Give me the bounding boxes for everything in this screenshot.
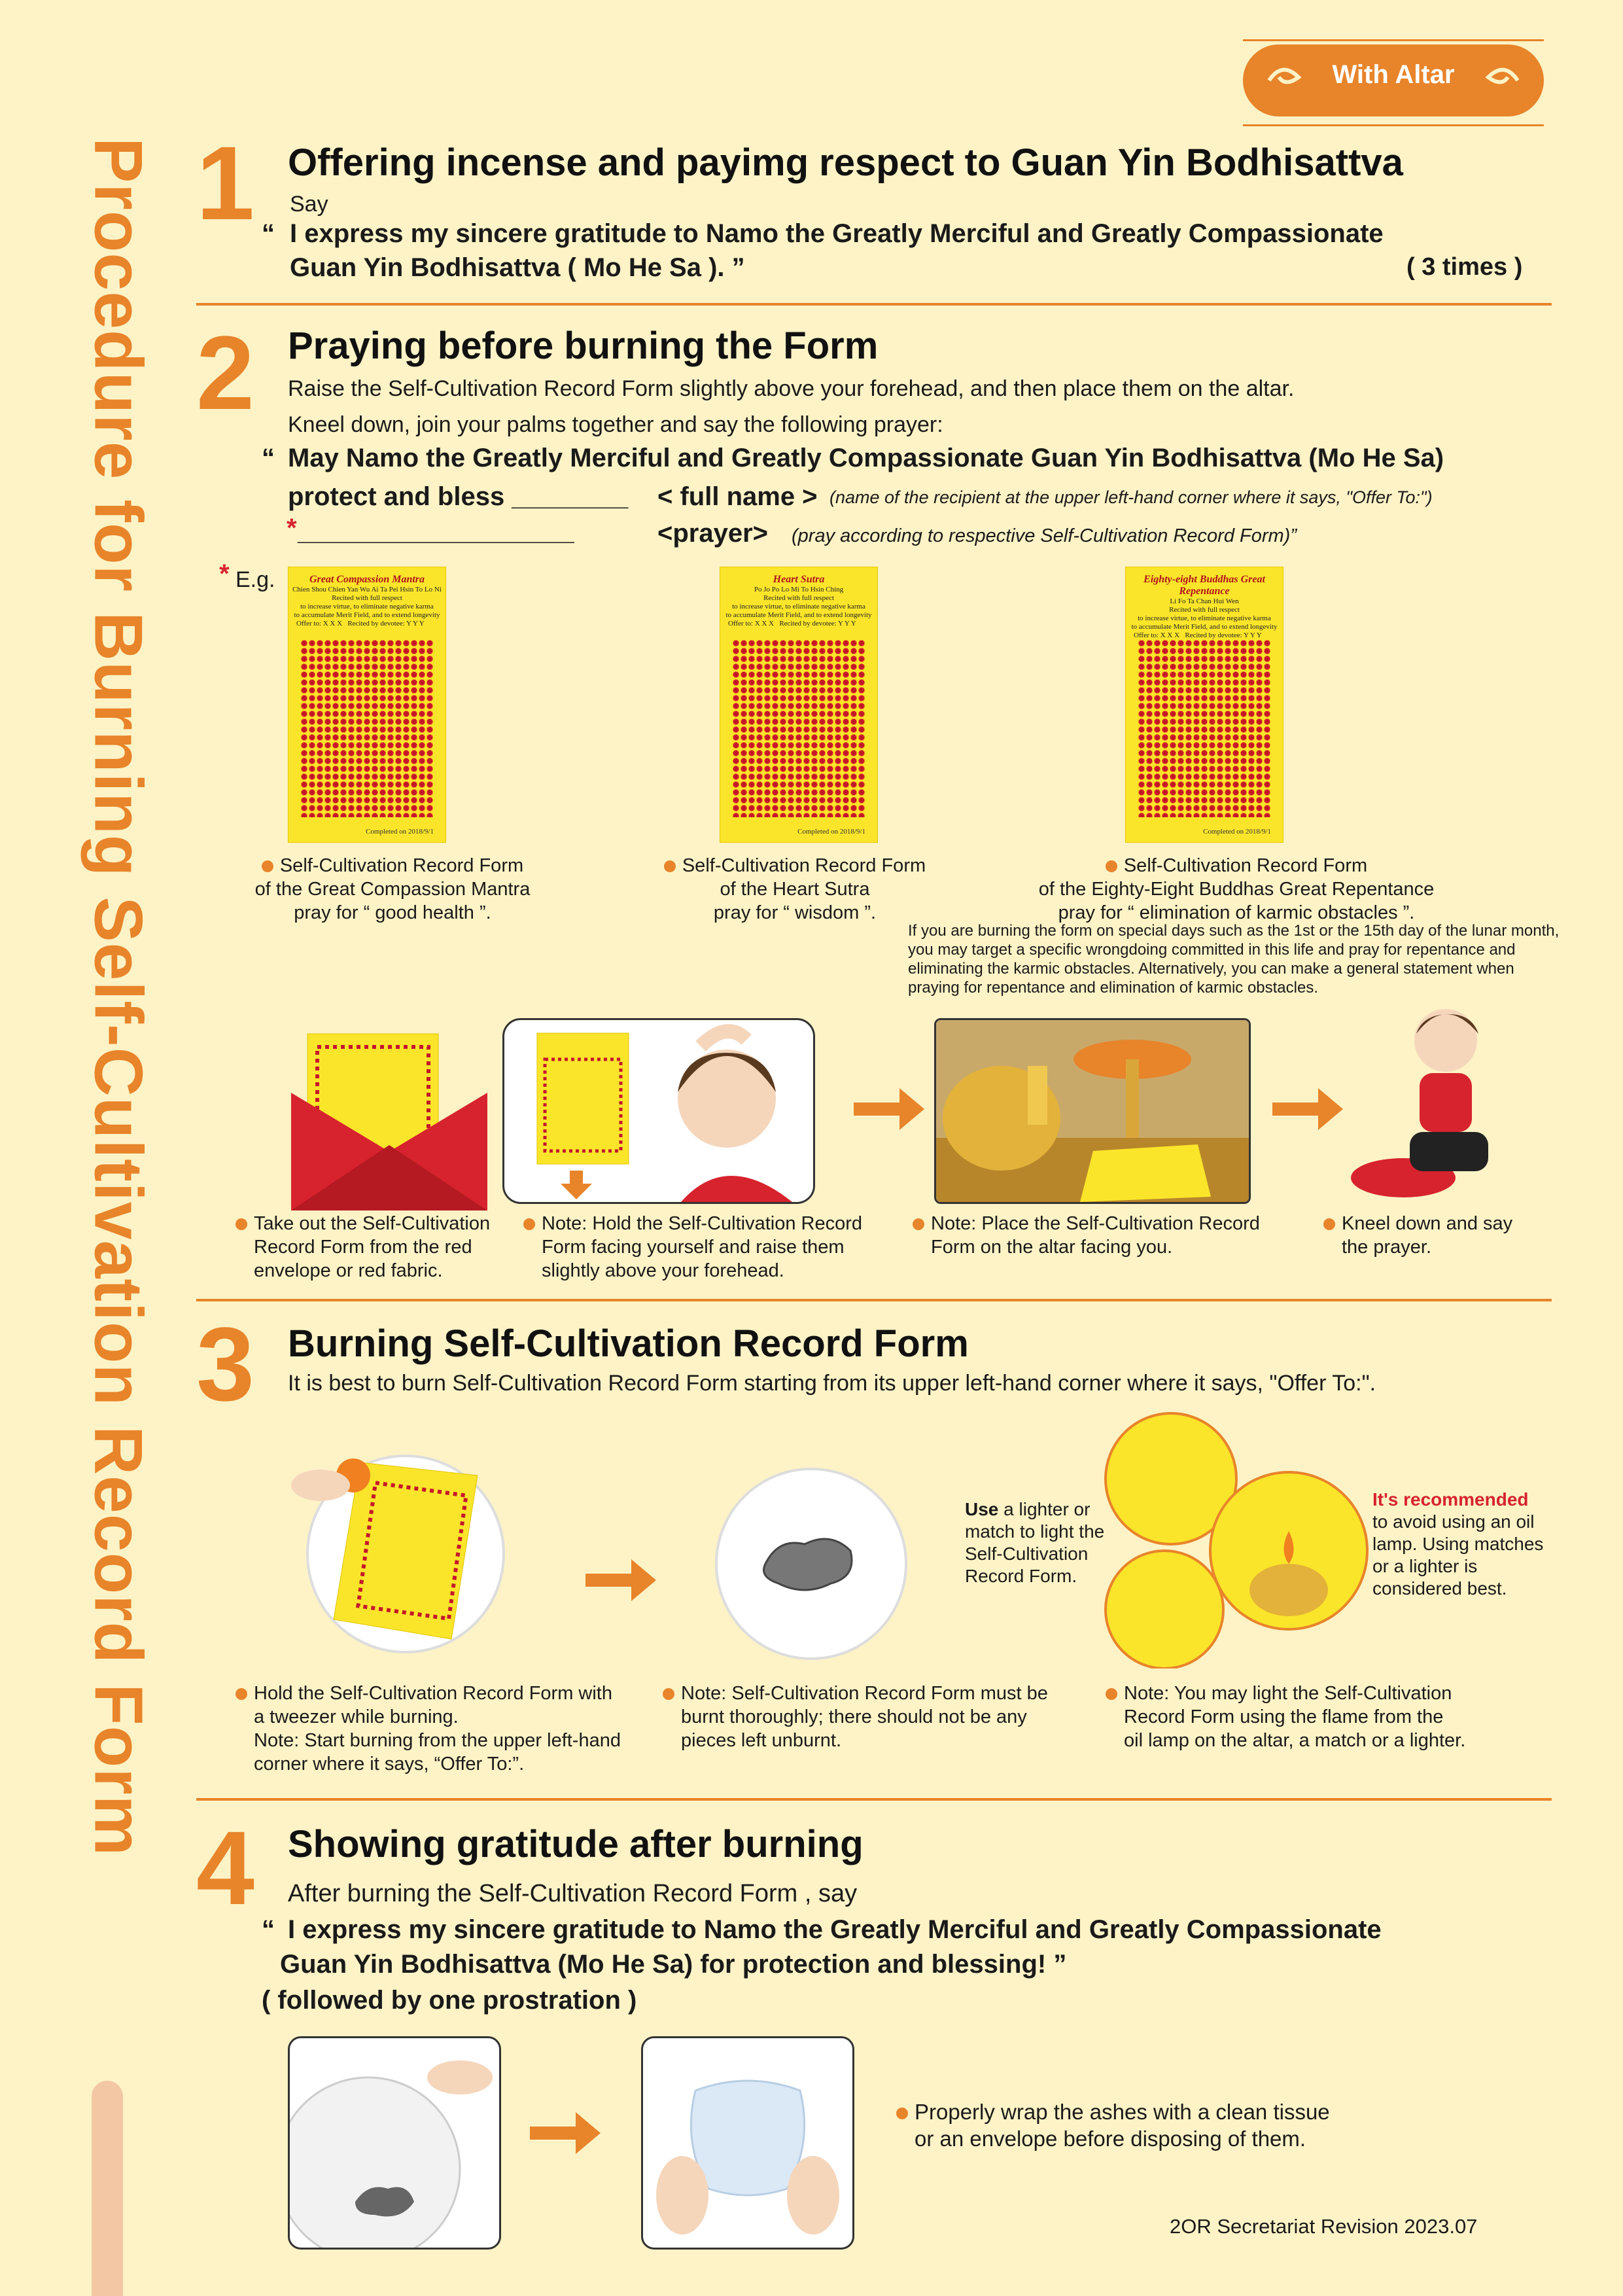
form-caption-3: Self-Cultivation Record Form of the Eighty-Eight Buddhas Great Repentance pray for “ elimination of karmic obstacles ”.: [1038, 855, 1435, 923]
section-2-line3b: <prayer>: [657, 519, 769, 548]
section-1-title: Offering incense and payimg respect to Guan Yin Bodhisattva: [288, 141, 1403, 184]
section-4-line1: I express my sincere gratitude to Namo the Greatly Merciful and Greatly Compassionate: [288, 1915, 1382, 1944]
step-number-2: 2: [196, 314, 254, 431]
step-number-4: 4: [196, 1809, 254, 1926]
step-caption-raise: Note: Hold the Self-Cultivation Record Form facing yourself and raise them slightly above your forehead.: [523, 1212, 862, 1282]
kneeling-person-illustration: [1348, 1001, 1531, 1204]
quote-mark: “: [262, 1915, 275, 1944]
section-1-times: ( 3 times ): [1406, 253, 1523, 281]
altar-illustration: [934, 1018, 1251, 1204]
section-2-line3c: (pray according to respective Self-Cultivation Record Form)”: [792, 525, 1297, 546]
lighting-methods-illustration: [1092, 1407, 1387, 1669]
badge-bottom-rule: [1243, 124, 1544, 126]
eg-asterisk: *: [219, 559, 230, 588]
section-2-p2: Kneel down, join your palms together and say the following prayer:: [288, 412, 943, 437]
step-caption-kneel: Kneel down and say the prayer.: [1323, 1212, 1512, 1259]
step-caption-wrap: Properly wrap the ashes with a clean tissue or an envelope before disposing of them.: [896, 2098, 1330, 2152]
side-title: Procedure for Burning Self-Cultivation Record Form: [80, 137, 156, 1857]
sample-form-eighty-eight-buddhas: Eighty-eight Buddhas Great Repentance Li Fo Ta Chan Hui Wen Recited with full respect to increase virtue, to eliminate negative karma to accumulate Merit Field, and to extend longevity Offer to: X X X Recited by devotee: Y Y Y Completed on 2018/9/1: [1125, 567, 1283, 843]
ash-plate-illustration: [713, 1466, 909, 1662]
section-1-say: Say: [290, 192, 328, 217]
section-1-line1: I express my sincere gratitude to Namo the Greatly Merciful and Greatly Compassionate: [290, 219, 1384, 248]
section-2-p1: Raise the Self-Cultivation Record Form slightly above your forehead, and then place them on the altar.: [288, 376, 1295, 401]
section-4-line2: Guan Yin Bodhisattva (Mo He Sa) for protection and blessing! ”: [280, 1950, 1067, 1979]
sample-form-great-compassion: Great Compassion Mantra Chien Shou Chien Yan Wu Ai Ta Pei Hsin To Lo Ni Recited with full respect to increase virtue, to eliminate negative karma to accumulate Merit Field, and to extend longevity Offer to: X X X Recited by devotee: Y Y Y Completed on 2018/9/1: [288, 567, 446, 843]
lighter-note: Use a lighter or match to light the Self-Cultivation Record Form.: [965, 1499, 1105, 1586]
red-envelope-illustration: [288, 1021, 491, 1224]
section-3-p1: It is best to burn Self-Cultivation Record Form starting from its upper left-hand corner where it says, "Offer To:".: [288, 1371, 1376, 1396]
divider-2: [196, 1299, 1552, 1301]
arrow-right-icon: [854, 1086, 926, 1132]
wrap-ashes-illustration: [641, 2036, 854, 2250]
section-2-line1: May Namo the Greatly Merciful and Greatly Compassionate Guan Yin Bodhisattva (Mo He Sa): [288, 444, 1444, 472]
section-3-title: Burning Self-Cultivation Record Form: [288, 1322, 969, 1365]
step-caption-flame: Note: You may light the Self-Cultivation Record Form using the flame from the oil lamp on the altar, a match or a lighter.: [1106, 1682, 1465, 1752]
step-caption-burn-thoroughly: Note: Self-Cultivation Record Form must be burnt thoroughly; there should not be any pieces left unburnt.: [663, 1682, 1048, 1752]
section-4-title: Showing gratitude after burning: [288, 1823, 864, 1865]
arrow-right-icon: [585, 1557, 657, 1603]
badge-top-rule: [1243, 39, 1544, 41]
step-caption-tweezer: Hold the Self-Cultivation Record Form with a tweezer while burning. Note: Start burning from the upper left-hand corner where it says, “Offer To:”.: [236, 1682, 621, 1776]
side-decoration-bar: [92, 2081, 123, 2296]
step-caption-altar: Note: Place the Self-Cultivation Record Form on the altar facing you.: [913, 1212, 1260, 1259]
badge-label: With Altar: [1332, 60, 1455, 89]
eg-label: E.g.: [236, 567, 275, 592]
form-caption-1: Self-Cultivation Record Form of the Great Compassion Mantra pray for “ good health ”.: [254, 855, 531, 923]
section-1-line2: Guan Yin Bodhisattva ( Mo He Sa ). ”: [290, 253, 745, 282]
section-2-title: Praying before burning the Form: [288, 325, 879, 367]
arrow-right-icon: [1272, 1086, 1344, 1132]
step-caption-envelope: Take out the Self-Cultivation Record Form from the red envelope or red fabric.: [236, 1212, 490, 1282]
special-days-note: If you are burning the form on special days such as the 1st or the 15th day of the lunar month, you may target a specific wrongdoing committed in this life and pray for repentance and eliminating the karmic obstacles. Alternatively, you can make a general statement when praying for repentance and elimination of karmic obstacles.: [908, 922, 1560, 997]
ash-collect-illustration: [288, 2036, 501, 2250]
arrow-right-icon: [530, 2110, 602, 2156]
divider-1: [196, 303, 1552, 306]
section-4-line3: ( followed by one prostration ): [262, 1986, 637, 2015]
asterisk: *: [287, 514, 297, 542]
step-number-1: 1: [196, 124, 254, 241]
divider-3: [196, 1798, 1552, 1801]
burning-plate-illustration: [288, 1443, 523, 1659]
section-2-line3a: ___________________: [298, 517, 574, 546]
quote-mark: “: [262, 444, 275, 472]
section-2-line2c: (name of the recipient at the upper left-hand corner where it says, "Offer To:"): [829, 487, 1433, 507]
form-caption-2: Self-Cultivation Record Form of the Heart Sutra pray for “ wisdom ”.: [641, 854, 949, 925]
recommendation-note: It's recommended to avoid using an oil lamp. Using matches or a lighter is considered best.: [1372, 1489, 1544, 1598]
sample-form-heart-sutra: Heart Sutra Po Jo Po Lo Mi To Hsin Ching Recited with full respect to increase virtue, to eliminate negative karma to accumulate Merit Field, and to extend longevity Offer to: X X X Recited by devotee: Y Y Y Completed on 2018/9/1: [720, 567, 878, 843]
section-2-line2a: protect and bless ________: [288, 482, 629, 511]
section-2-line2b: < full name >: [657, 482, 818, 511]
quote-mark: “: [262, 219, 275, 248]
raise-form-illustration: [502, 1018, 815, 1204]
step-number-3: 3: [196, 1305, 254, 1422]
footer-revision: 2OR Secretariat Revision 2023.07: [1170, 2215, 1478, 2238]
section-4-p1: After burning the Self-Cultivation Record Form , say: [288, 1880, 858, 1907]
